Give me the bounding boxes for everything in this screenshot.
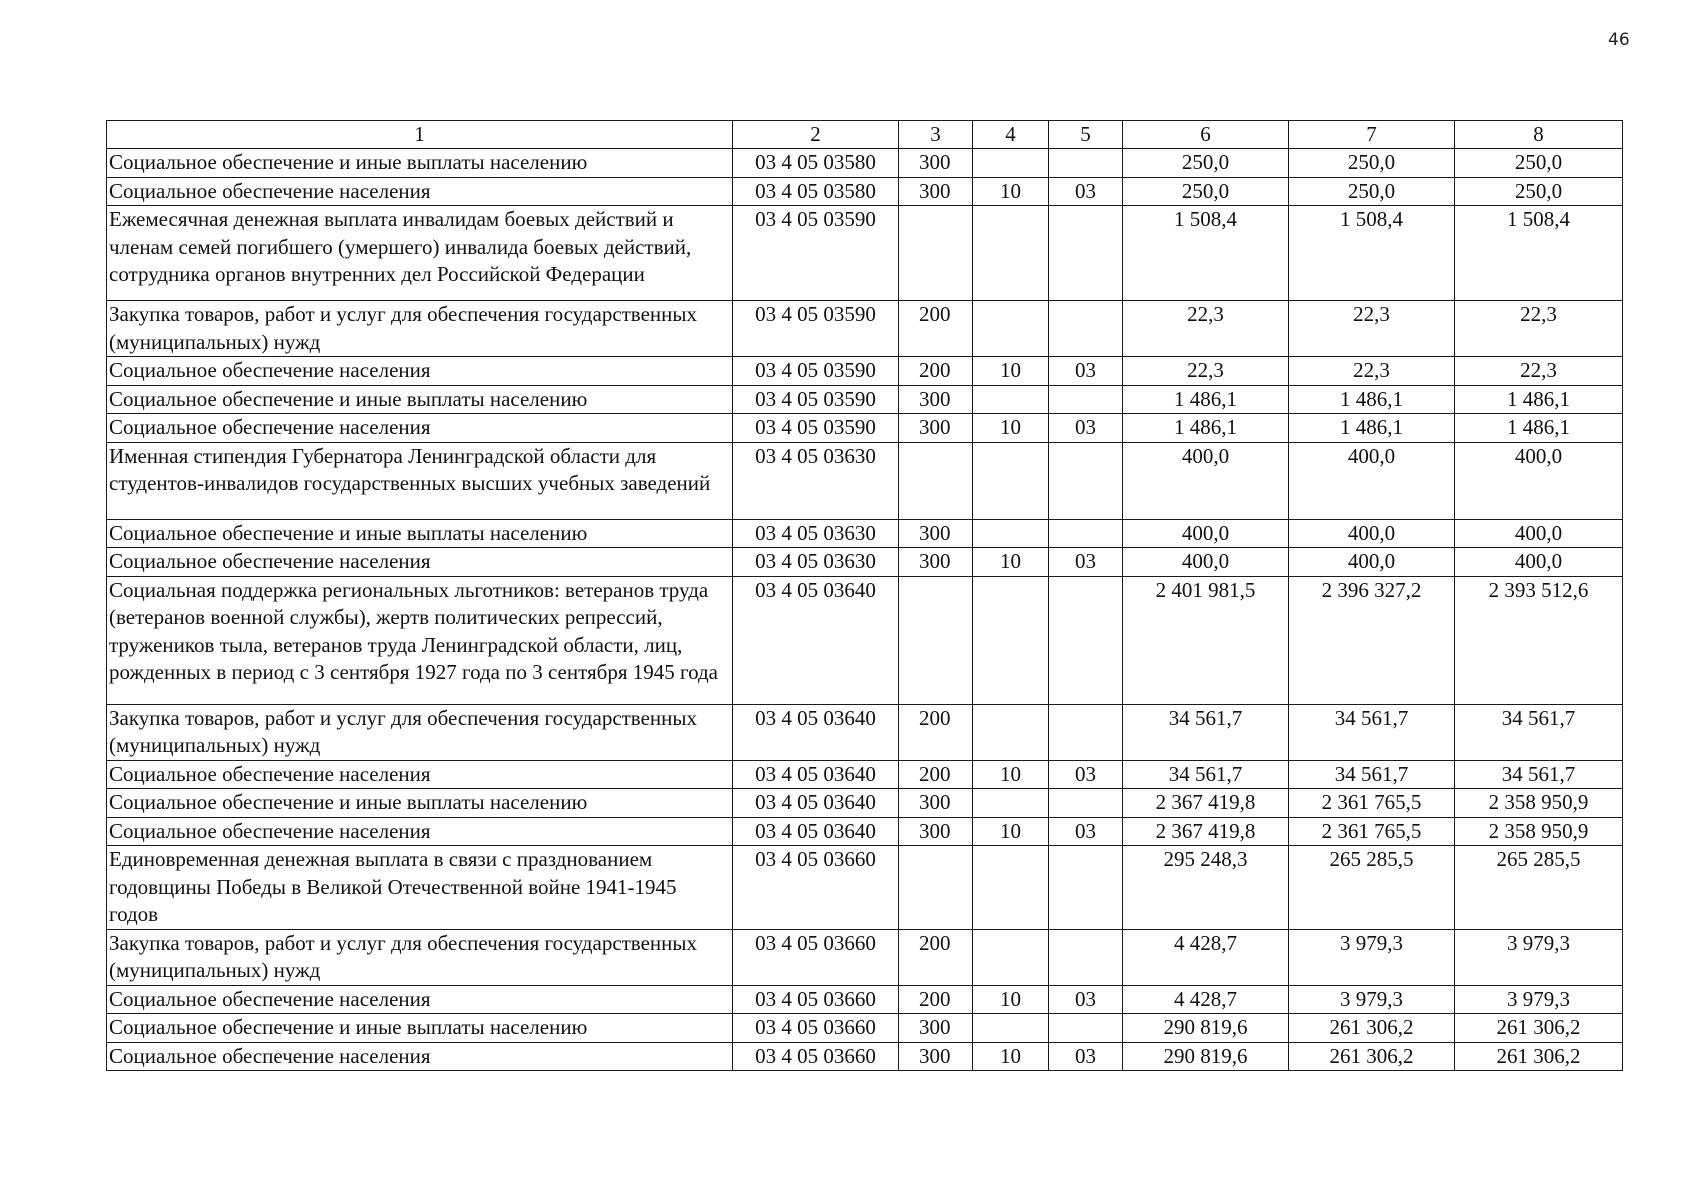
- amount-col8-cell: 265 285,5: [1455, 846, 1623, 930]
- amount-col8-cell: 1 508,4: [1455, 206, 1623, 301]
- table-row: [107, 519, 1623, 548]
- row-name-cell: Закупка товаров, работ и услуг для обеспечения государственных (муниципальных) нужд: [107, 301, 733, 357]
- section-cell: [973, 846, 1049, 930]
- row-name-cell: Ежемесячная денежная выплата инвалидам боевых действий и членам семей погибшего (умершего) инвалида боевых действий, сотрудника органов внутренних дел Российской Федерации: [107, 206, 733, 301]
- target-article-code-cell: 03 4 05 03580: [733, 149, 899, 178]
- target-article-code-cell: 03 4 05 03590: [733, 301, 899, 357]
- amount-col6-cell: 400,0: [1123, 519, 1289, 548]
- amount-col7-cell: 400,0: [1289, 519, 1455, 548]
- section-cell: [973, 576, 1049, 704]
- expense-type-cell: 300: [899, 789, 973, 818]
- amount-col8-cell: 400,0: [1455, 548, 1623, 577]
- expense-type-cell: 300: [899, 149, 973, 178]
- subsection-cell: 03: [1049, 760, 1123, 789]
- table-row: [107, 414, 1623, 443]
- target-article-code-cell: 03 4 05 03640: [733, 760, 899, 789]
- section-cell: [973, 149, 1049, 178]
- amount-col8-cell: 34 561,7: [1455, 760, 1623, 789]
- table-row: [107, 1042, 1623, 1071]
- amount-col7-cell: 400,0: [1289, 548, 1455, 577]
- section-cell: [973, 929, 1049, 985]
- column-header: 1: [107, 121, 733, 149]
- subsection-cell: 03: [1049, 1042, 1123, 1071]
- section-cell: [973, 519, 1049, 548]
- table-row: [107, 817, 1623, 846]
- column-header: 7: [1289, 121, 1455, 149]
- subsection-cell: [1049, 206, 1123, 301]
- amount-col7-cell: 1 486,1: [1289, 385, 1455, 414]
- table-row: [107, 548, 1623, 577]
- amount-col7-cell: 22,3: [1289, 357, 1455, 386]
- section-cell: 10: [973, 985, 1049, 1014]
- section-cell: 10: [973, 817, 1049, 846]
- subsection-cell: [1049, 846, 1123, 930]
- table-row: [107, 385, 1623, 414]
- row-name-cell: Закупка товаров, работ и услуг для обеспечения государственных (муниципальных) нужд: [107, 929, 733, 985]
- section-cell: 10: [973, 1042, 1049, 1071]
- subsection-cell: [1049, 301, 1123, 357]
- section-cell: [973, 1014, 1049, 1043]
- amount-col7-cell: 2 361 765,5: [1289, 817, 1455, 846]
- row-name-cell: Именная стипендия Губернатора Ленинградской области для студентов-инвалидов государственных высших учебных заведений: [107, 442, 733, 519]
- section-cell: [973, 301, 1049, 357]
- amount-col6-cell: 34 561,7: [1123, 704, 1289, 760]
- amount-col6-cell: 1 486,1: [1123, 385, 1289, 414]
- row-name-cell: Социальное обеспечение и иные выплаты населению: [107, 789, 733, 818]
- target-article-code-cell: 03 4 05 03580: [733, 177, 899, 206]
- amount-col8-cell: 3 979,3: [1455, 929, 1623, 985]
- amount-col7-cell: 250,0: [1289, 149, 1455, 178]
- expense-type-cell: 300: [899, 519, 973, 548]
- budget-table: [106, 120, 1623, 1071]
- expense-type-cell: [899, 206, 973, 301]
- subsection-cell: 03: [1049, 357, 1123, 386]
- amount-col8-cell: 22,3: [1455, 301, 1623, 357]
- amount-col6-cell: 250,0: [1123, 177, 1289, 206]
- subsection-cell: [1049, 789, 1123, 818]
- target-article-code-cell: 03 4 05 03640: [733, 576, 899, 704]
- column-header: 5: [1049, 121, 1123, 149]
- amount-col6-cell: 290 819,6: [1123, 1042, 1289, 1071]
- row-name-cell: Социальное обеспечение населения: [107, 414, 733, 443]
- row-name-cell: Социальное обеспечение и иные выплаты населению: [107, 1014, 733, 1043]
- amount-col7-cell: 2 396 327,2: [1289, 576, 1455, 704]
- amount-col7-cell: 3 979,3: [1289, 985, 1455, 1014]
- expense-type-cell: [899, 846, 973, 930]
- table-body: [107, 149, 1623, 1071]
- target-article-code-cell: 03 4 05 03660: [733, 929, 899, 985]
- target-article-code-cell: 03 4 05 03640: [733, 817, 899, 846]
- amount-col6-cell: 4 428,7: [1123, 985, 1289, 1014]
- amount-col7-cell: 2 361 765,5: [1289, 789, 1455, 818]
- target-article-code-cell: 03 4 05 03640: [733, 789, 899, 818]
- row-name-cell: Единовременная денежная выплата в связи с празднованием годовщины Победы в Великой Отечественной войне 1941-1945 годов: [107, 846, 733, 930]
- target-article-code-cell: 03 4 05 03590: [733, 385, 899, 414]
- amount-col8-cell: 1 486,1: [1455, 414, 1623, 443]
- row-name-cell: Социальное обеспечение населения: [107, 817, 733, 846]
- expense-type-cell: 300: [899, 1042, 973, 1071]
- amount-col7-cell: 265 285,5: [1289, 846, 1455, 930]
- table-header-row: [107, 121, 1623, 149]
- subsection-cell: [1049, 385, 1123, 414]
- amount-col8-cell: 250,0: [1455, 149, 1623, 178]
- amount-col8-cell: 261 306,2: [1455, 1014, 1623, 1043]
- amount-col7-cell: 1 508,4: [1289, 206, 1455, 301]
- table-row: [107, 1014, 1623, 1043]
- section-cell: 10: [973, 760, 1049, 789]
- section-cell: [973, 385, 1049, 414]
- expense-type-cell: 200: [899, 357, 973, 386]
- amount-col8-cell: 34 561,7: [1455, 704, 1623, 760]
- amount-col8-cell: 22,3: [1455, 357, 1623, 386]
- section-cell: [973, 442, 1049, 519]
- target-article-code-cell: 03 4 05 03590: [733, 357, 899, 386]
- amount-col8-cell: 3 979,3: [1455, 985, 1623, 1014]
- amount-col7-cell: 261 306,2: [1289, 1042, 1455, 1071]
- amount-col6-cell: 250,0: [1123, 149, 1289, 178]
- amount-col8-cell: 400,0: [1455, 519, 1623, 548]
- amount-col8-cell: 261 306,2: [1455, 1042, 1623, 1071]
- amount-col8-cell: 400,0: [1455, 442, 1623, 519]
- subsection-cell: [1049, 149, 1123, 178]
- page-number: 46: [1608, 30, 1630, 50]
- target-article-code-cell: 03 4 05 03660: [733, 985, 899, 1014]
- amount-col6-cell: 1 508,4: [1123, 206, 1289, 301]
- expense-type-cell: 200: [899, 929, 973, 985]
- subsection-cell: 03: [1049, 414, 1123, 443]
- amount-col7-cell: 22,3: [1289, 301, 1455, 357]
- table-row: [107, 789, 1623, 818]
- table-row: [107, 929, 1623, 985]
- row-name-cell: Социальное обеспечение населения: [107, 548, 733, 577]
- row-name-cell: Социальная поддержка региональных льготников: ветеранов труда (ветеранов военной службы), жертв политических репрессий, тружеников тыла, ветеранов труда Ленинградской области, лиц, рожденных в период с 3 сентября 1927 года по 3 сентября 1945 года: [107, 576, 733, 704]
- amount-col6-cell: 400,0: [1123, 548, 1289, 577]
- expense-type-cell: 300: [899, 414, 973, 443]
- amount-col7-cell: 34 561,7: [1289, 760, 1455, 789]
- table-row: [107, 985, 1623, 1014]
- row-name-cell: Закупка товаров, работ и услуг для обеспечения государственных (муниципальных) нужд: [107, 704, 733, 760]
- amount-col7-cell: 250,0: [1289, 177, 1455, 206]
- column-header: 3: [899, 121, 973, 149]
- subsection-cell: [1049, 1014, 1123, 1043]
- row-name-cell: Социальное обеспечение и иные выплаты населению: [107, 149, 733, 178]
- expense-type-cell: 300: [899, 1014, 973, 1043]
- section-cell: [973, 789, 1049, 818]
- subsection-cell: [1049, 519, 1123, 548]
- column-header: 4: [973, 121, 1049, 149]
- subsection-cell: [1049, 576, 1123, 704]
- amount-col6-cell: 290 819,6: [1123, 1014, 1289, 1043]
- section-cell: [973, 206, 1049, 301]
- row-name-cell: Социальное обеспечение населения: [107, 1042, 733, 1071]
- row-name-cell: Социальное обеспечение и иные выплаты населению: [107, 519, 733, 548]
- section-cell: 10: [973, 357, 1049, 386]
- table-row: [107, 149, 1623, 178]
- expense-type-cell: 300: [899, 177, 973, 206]
- section-cell: [973, 704, 1049, 760]
- table-row: [107, 846, 1623, 930]
- amount-col6-cell: 4 428,7: [1123, 929, 1289, 985]
- target-article-code-cell: 03 4 05 03630: [733, 519, 899, 548]
- amount-col7-cell: 1 486,1: [1289, 414, 1455, 443]
- table-row: [107, 301, 1623, 357]
- subsection-cell: 03: [1049, 548, 1123, 577]
- table-row: [107, 177, 1623, 206]
- row-name-cell: Социальное обеспечение и иные выплаты населению: [107, 385, 733, 414]
- subsection-cell: 03: [1049, 985, 1123, 1014]
- expense-type-cell: [899, 576, 973, 704]
- row-name-cell: Социальное обеспечение населения: [107, 357, 733, 386]
- row-name-cell: Социальное обеспечение населения: [107, 985, 733, 1014]
- amount-col6-cell: 2 401 981,5: [1123, 576, 1289, 704]
- target-article-code-cell: 03 4 05 03590: [733, 414, 899, 443]
- target-article-code-cell: 03 4 05 03660: [733, 846, 899, 930]
- amount-col8-cell: 250,0: [1455, 177, 1623, 206]
- amount-col6-cell: 22,3: [1123, 301, 1289, 357]
- expense-type-cell: 200: [899, 301, 973, 357]
- subsection-cell: 03: [1049, 177, 1123, 206]
- amount-col8-cell: 2 358 950,9: [1455, 817, 1623, 846]
- table-row: [107, 442, 1623, 519]
- amount-col7-cell: 3 979,3: [1289, 929, 1455, 985]
- amount-col8-cell: 2 358 950,9: [1455, 789, 1623, 818]
- target-article-code-cell: 03 4 05 03630: [733, 548, 899, 577]
- amount-col6-cell: 22,3: [1123, 357, 1289, 386]
- amount-col6-cell: 2 367 419,8: [1123, 817, 1289, 846]
- column-header: 6: [1123, 121, 1289, 149]
- target-article-code-cell: 03 4 05 03660: [733, 1014, 899, 1043]
- amount-col6-cell: 34 561,7: [1123, 760, 1289, 789]
- subsection-cell: [1049, 704, 1123, 760]
- target-article-code-cell: 03 4 05 03660: [733, 1042, 899, 1071]
- subsection-cell: [1049, 442, 1123, 519]
- expense-type-cell: 300: [899, 385, 973, 414]
- expense-type-cell: 300: [899, 817, 973, 846]
- table-row: [107, 206, 1623, 301]
- amount-col8-cell: 2 393 512,6: [1455, 576, 1623, 704]
- expense-type-cell: 200: [899, 985, 973, 1014]
- amount-col7-cell: 400,0: [1289, 442, 1455, 519]
- expense-type-cell: 200: [899, 760, 973, 789]
- table-row: [107, 576, 1623, 704]
- table-row: [107, 704, 1623, 760]
- expense-type-cell: 200: [899, 704, 973, 760]
- amount-col7-cell: 261 306,2: [1289, 1014, 1455, 1043]
- section-cell: 10: [973, 177, 1049, 206]
- amount-col6-cell: 1 486,1: [1123, 414, 1289, 443]
- table-row: [107, 357, 1623, 386]
- section-cell: 10: [973, 414, 1049, 443]
- amount-col6-cell: 295 248,3: [1123, 846, 1289, 930]
- amount-col8-cell: 1 486,1: [1455, 385, 1623, 414]
- table-row: [107, 760, 1623, 789]
- column-header: 8: [1455, 121, 1623, 149]
- amount-col6-cell: 2 367 419,8: [1123, 789, 1289, 818]
- expense-type-cell: [899, 442, 973, 519]
- row-name-cell: Социальное обеспечение населения: [107, 760, 733, 789]
- expense-type-cell: 300: [899, 548, 973, 577]
- subsection-cell: [1049, 929, 1123, 985]
- amount-col7-cell: 34 561,7: [1289, 704, 1455, 760]
- target-article-code-cell: 03 4 05 03590: [733, 206, 899, 301]
- section-cell: 10: [973, 548, 1049, 577]
- subsection-cell: 03: [1049, 817, 1123, 846]
- row-name-cell: Социальное обеспечение населения: [107, 177, 733, 206]
- column-header: 2: [733, 121, 899, 149]
- target-article-code-cell: 03 4 05 03630: [733, 442, 899, 519]
- amount-col6-cell: 400,0: [1123, 442, 1289, 519]
- target-article-code-cell: 03 4 05 03640: [733, 704, 899, 760]
